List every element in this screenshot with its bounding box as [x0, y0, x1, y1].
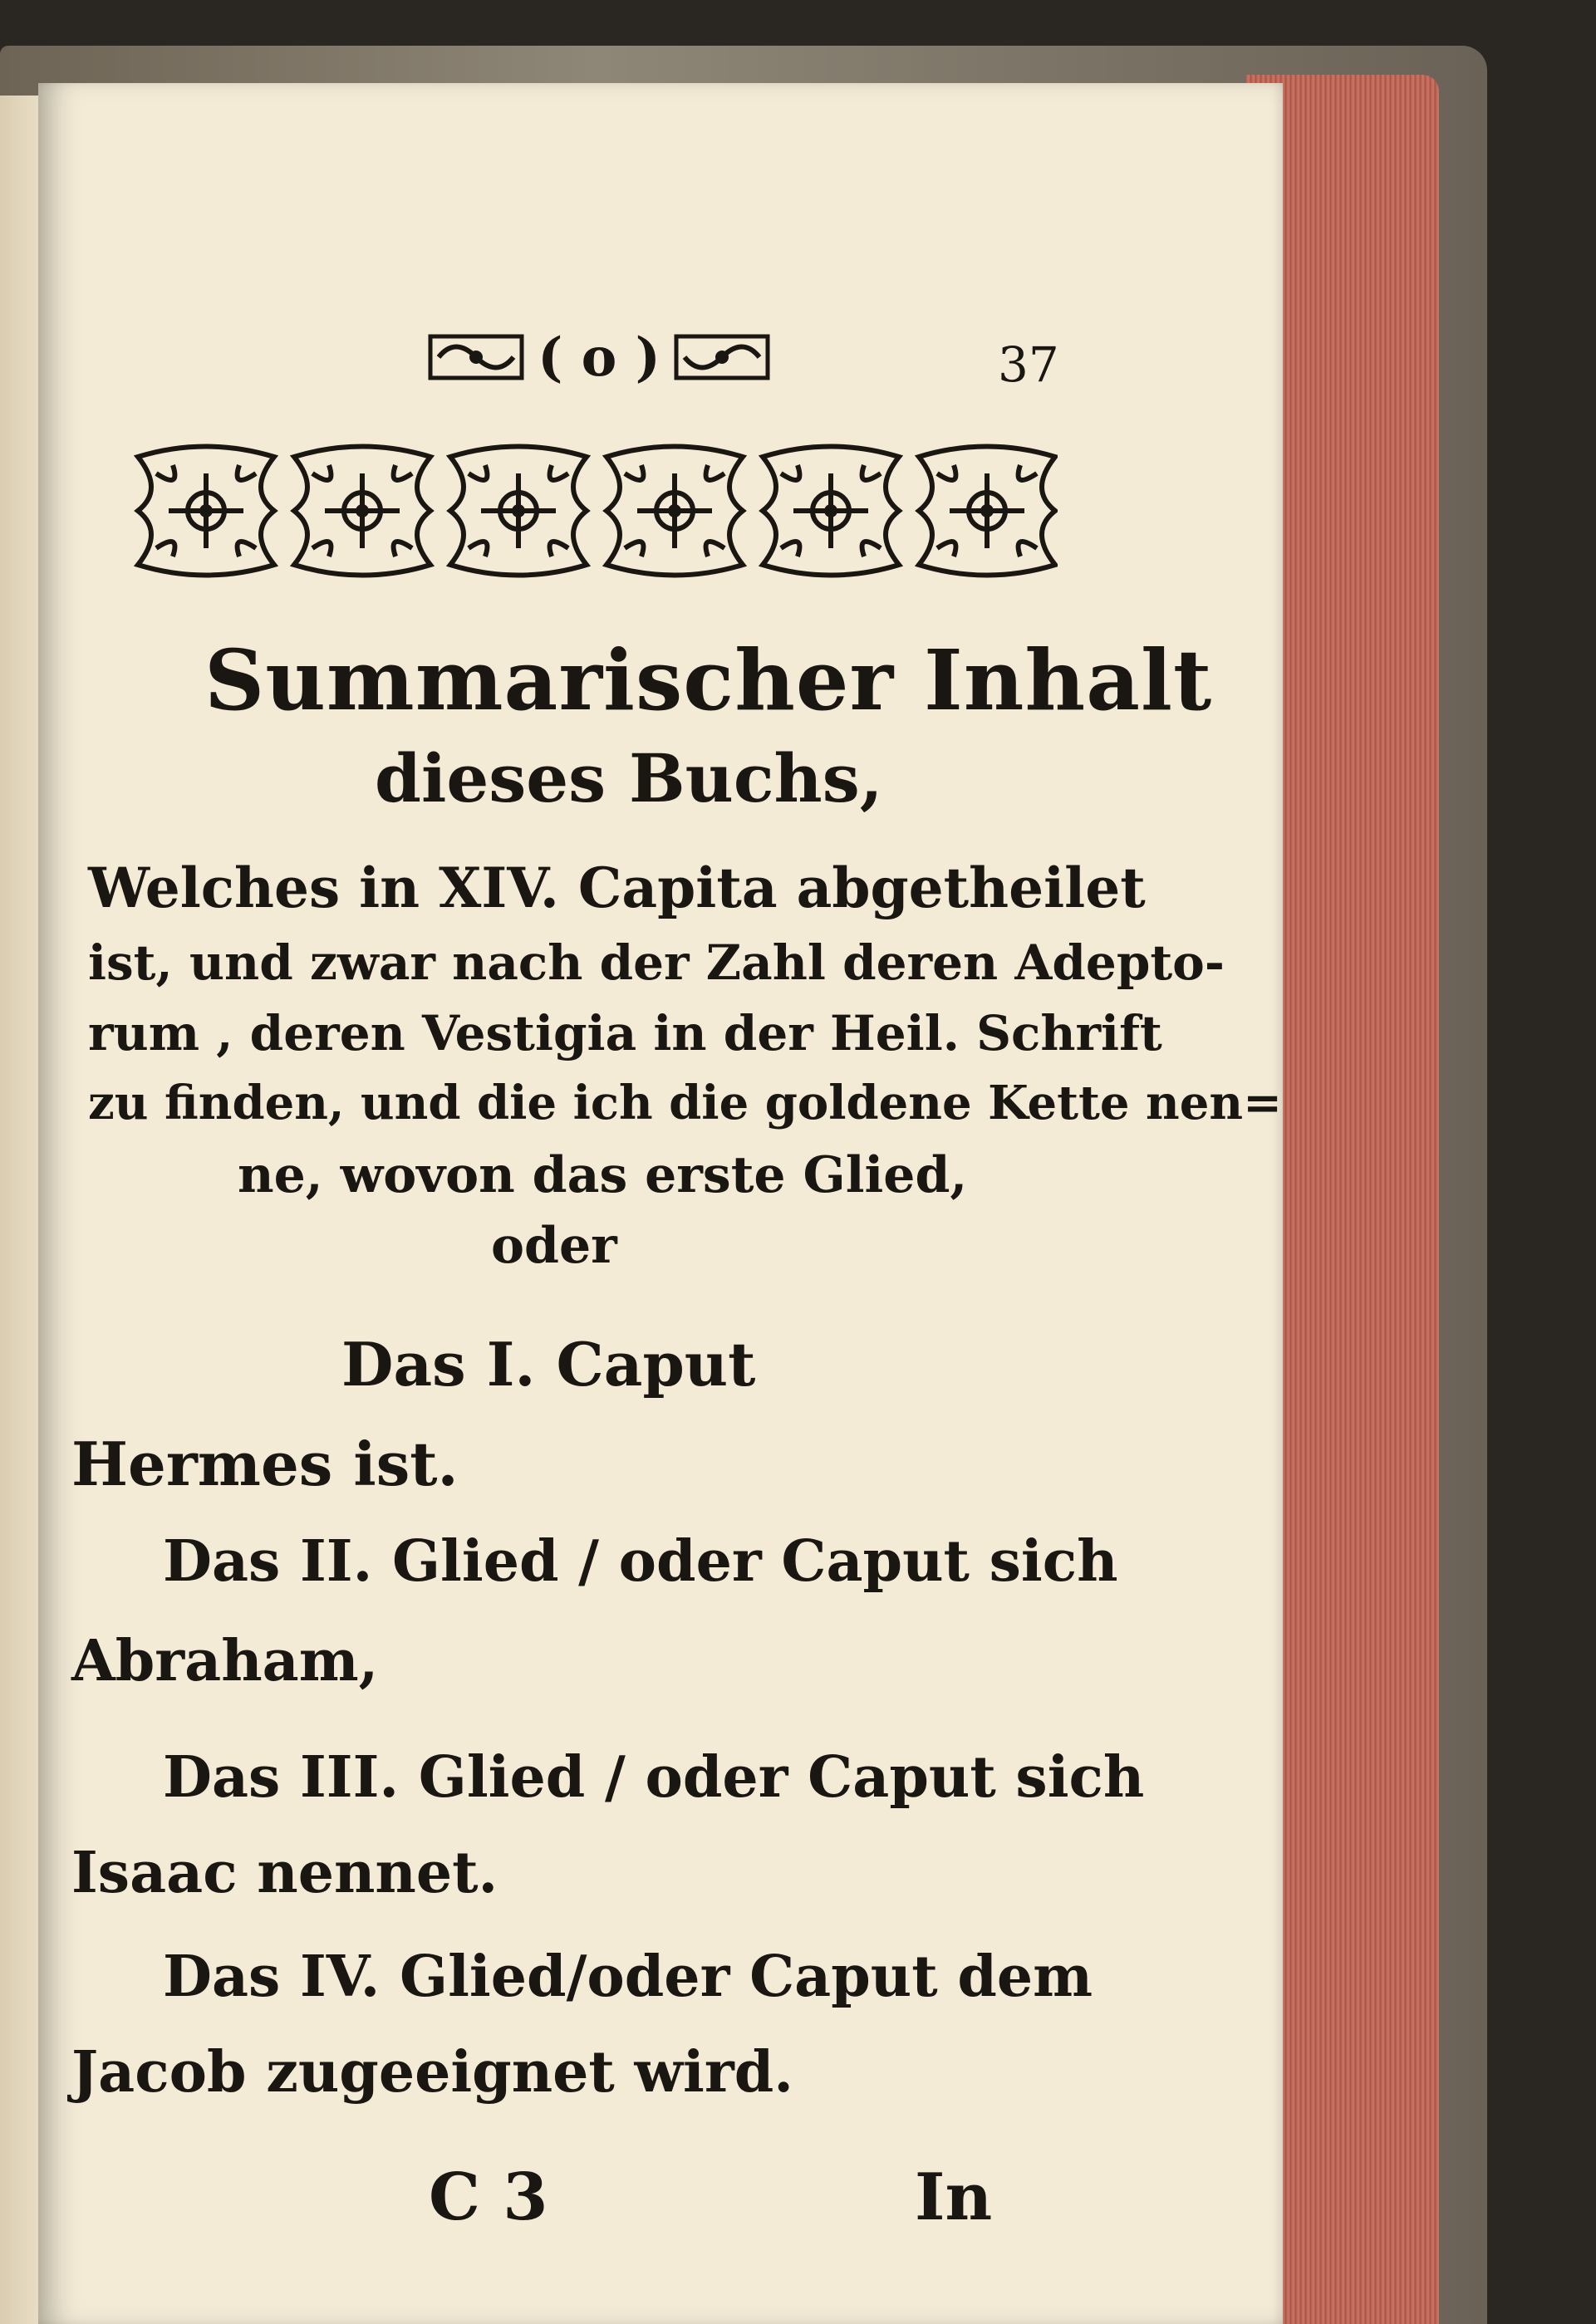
text-line: Isaac nennet. [71, 1840, 498, 1906]
left-head-ornament-icon [426, 328, 526, 386]
text-line: Das IV. Glied/oder Caput dem [163, 1944, 1093, 2010]
running-head [404, 320, 794, 395]
text-line: rum , deren Vestigia in der Heil. Schrift [88, 1005, 1162, 1061]
text-line: Das II. Glied / oder Caput sich [163, 1528, 1118, 1595]
text-line: Abraham, [71, 1628, 379, 1694]
text-line: zu finden, und die ich die goldene Kette nen= [88, 1076, 1283, 1130]
page-subtitle: dieses Buchs, [375, 739, 883, 817]
text-line: ist, und zwar nach der Zahl deren Adepto- [88, 934, 1225, 991]
running-head-text: ( o ) [538, 326, 660, 389]
text-line: Welches in XIV. Capita abgetheilet [88, 856, 1146, 920]
text-line: Das I. Caput [341, 1329, 756, 1400]
page-title: Summarischer Inhalt [204, 631, 1213, 729]
text-line: oder [491, 1217, 617, 1275]
ornamental-band-icon [131, 440, 1058, 581]
text-line: Das III. Glied / oder Caput sich [163, 1744, 1145, 1811]
page-number: 37 [998, 336, 1059, 393]
signature-mark: C 3 [429, 2160, 548, 2235]
text-line: Jacob zugeeignet wird. [71, 2039, 793, 2106]
page [38, 83, 1283, 2324]
right-head-ornament-icon [672, 328, 772, 386]
catchword: In [915, 2160, 993, 2235]
text-line: ne, wovon das erste Glied, [238, 1146, 968, 1204]
text-line: Hermes ist. [71, 1429, 459, 1499]
